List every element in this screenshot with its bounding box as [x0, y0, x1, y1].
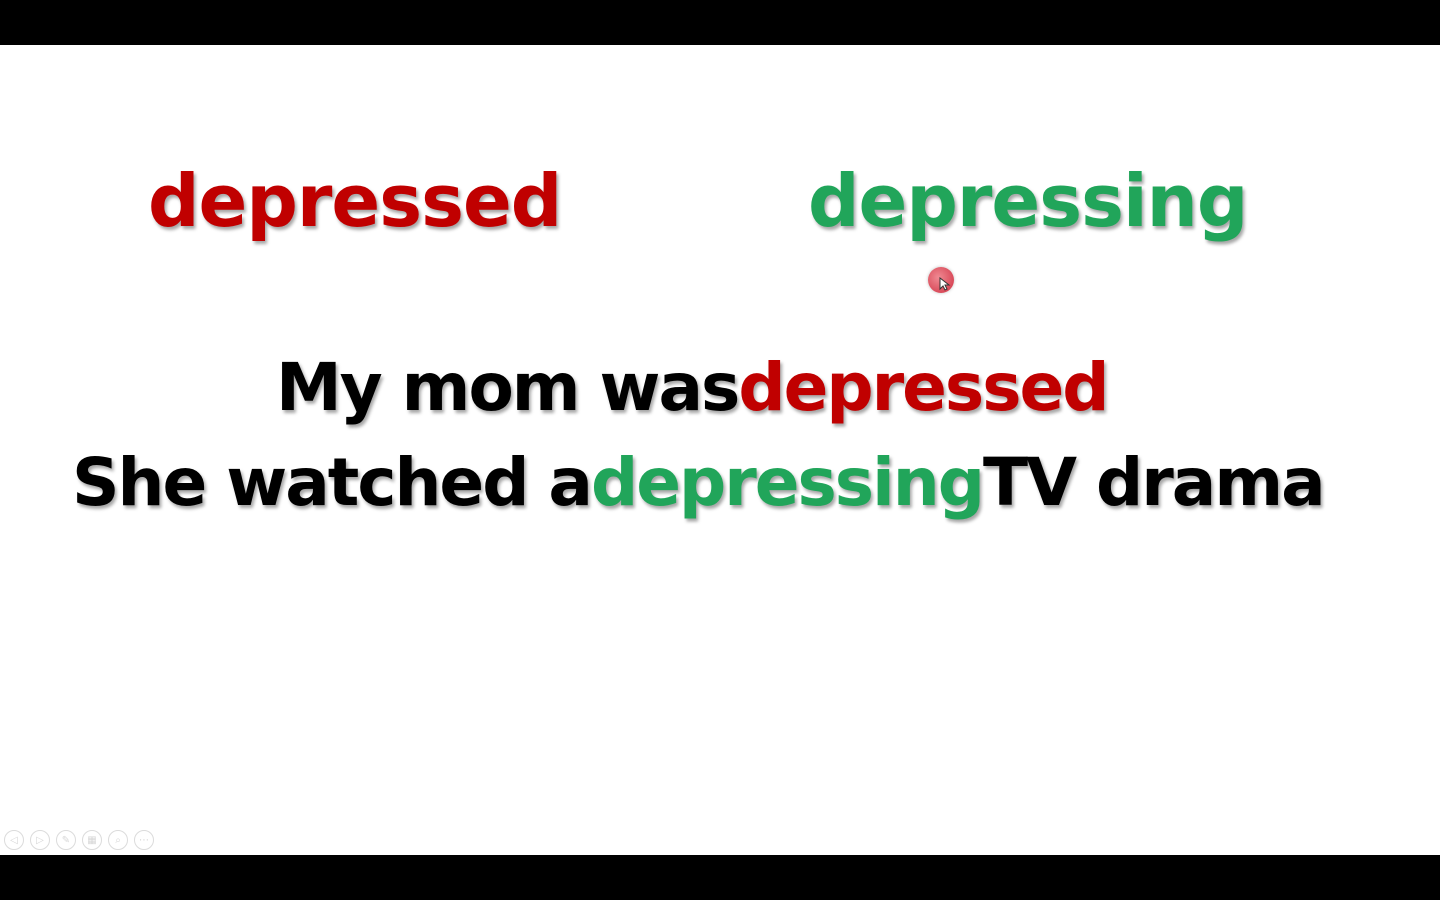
sentence-two — [72, 444, 1324, 521]
word-depressed: depressed — [148, 159, 562, 243]
word-depressing: depressing — [808, 159, 1248, 243]
more-icon[interactable]: ⋯ — [134, 830, 154, 850]
sentence-one-text: My mom was — [276, 349, 739, 426]
letterbox-bottom — [0, 855, 1440, 900]
presentation-slide — [0, 45, 1440, 855]
sentence-two-highlight: depressing — [590, 444, 983, 521]
sentence-one — [276, 349, 1108, 426]
pen-icon[interactable]: ✎ — [56, 830, 76, 850]
sentence-two-text-end: TV drama — [982, 444, 1324, 521]
next-icon[interactable]: ▷ — [30, 830, 50, 850]
sentence-two-text-start: She watched a — [72, 444, 591, 521]
slideshow-controls — [4, 830, 154, 852]
laser-pointer-icon — [928, 267, 954, 293]
sentence-one-highlight: depressed — [738, 349, 1108, 426]
previous-icon[interactable]: ◁ — [4, 830, 24, 850]
zoom-icon[interactable]: ⌕ — [108, 830, 128, 850]
slides-grid-icon[interactable]: ▦ — [82, 830, 102, 850]
letterbox-top — [0, 0, 1440, 45]
